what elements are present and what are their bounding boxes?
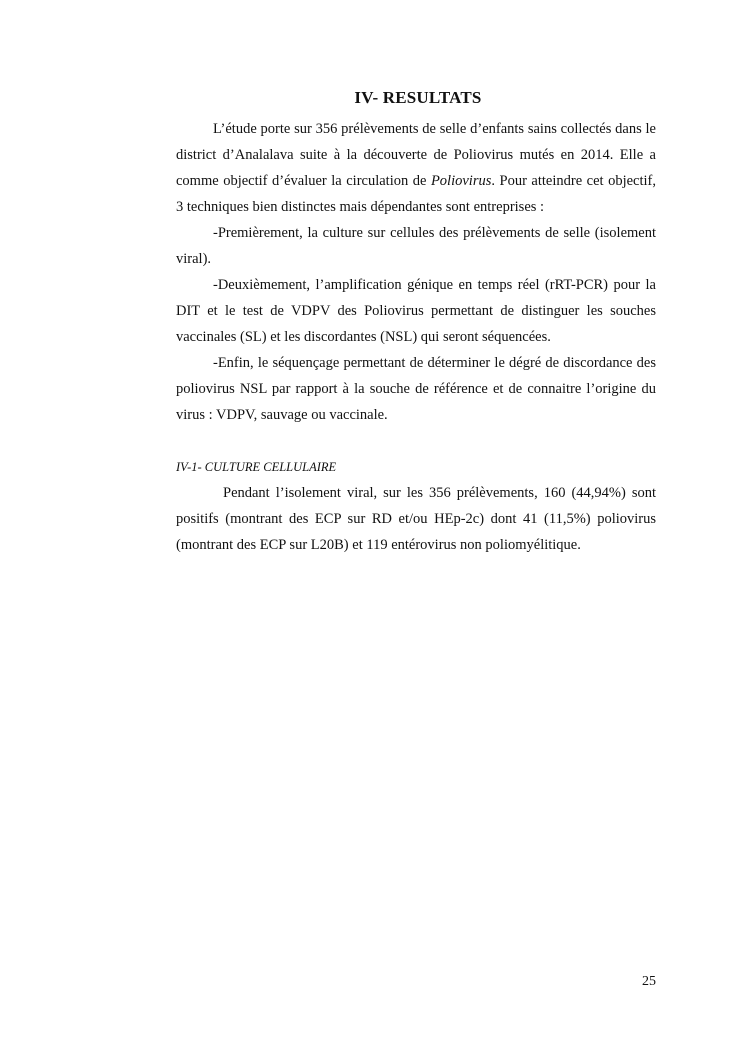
list-item-second: -Deuxièmement, l’amplification génique en temps réel (rRT-PCR) pour la DIT et le test de VDPV des Poliovirus permettant de distinguer les souches vaccinales (SL) et les discordantes (NSL) qui seront séquencées.	[176, 277, 656, 345]
intro-italic-term: Poliovirus	[430, 173, 492, 189]
page-title: IV- RESULTATS	[354, 88, 482, 107]
list-item-third: -Enfin, le séquençage permettant de déterminer le dégré de discordance des poliovirus NSL par rapport à la souche de référence et de connaitre l’origine du virus : VDPV, sauvage ou vaccinale.	[176, 355, 656, 423]
section-paragraph: Pendant l’isolement viral, sur les 356 prélèvements, 160 (44,94%) sont positifs (montrant des ECP sur RD et/ou HEp-2c) dont 41 (11,5%) poliovirus (montrant des ECP sur L20B) et 119 entérovirus non poliomyélitique.	[176, 485, 656, 553]
intro-paragraph	[176, 116, 656, 220]
document-body	[176, 116, 656, 558]
section-heading: IV-1- CULTURE CELLULAIRE	[176, 460, 337, 474]
page-number: 25	[642, 974, 656, 989]
spacer	[176, 428, 656, 454]
intro-text-start: L’étude porte sur 356 prélèvements de selle d’enfants sains collectés dans le district d’Analalava suite à la découverte de Poliovirus mutés en 2014. Elle a comme objectif d’évaluer la circulation de	[176, 121, 656, 189]
intro-text-end: . Pour atteindre cet objectif, 3 techniques bien distinctes mais dépendantes sont entreprises :	[176, 173, 656, 215]
list-item-first: -Premièrement, la culture sur cellules des prélèvements de selle (isolement viral).	[176, 225, 656, 267]
